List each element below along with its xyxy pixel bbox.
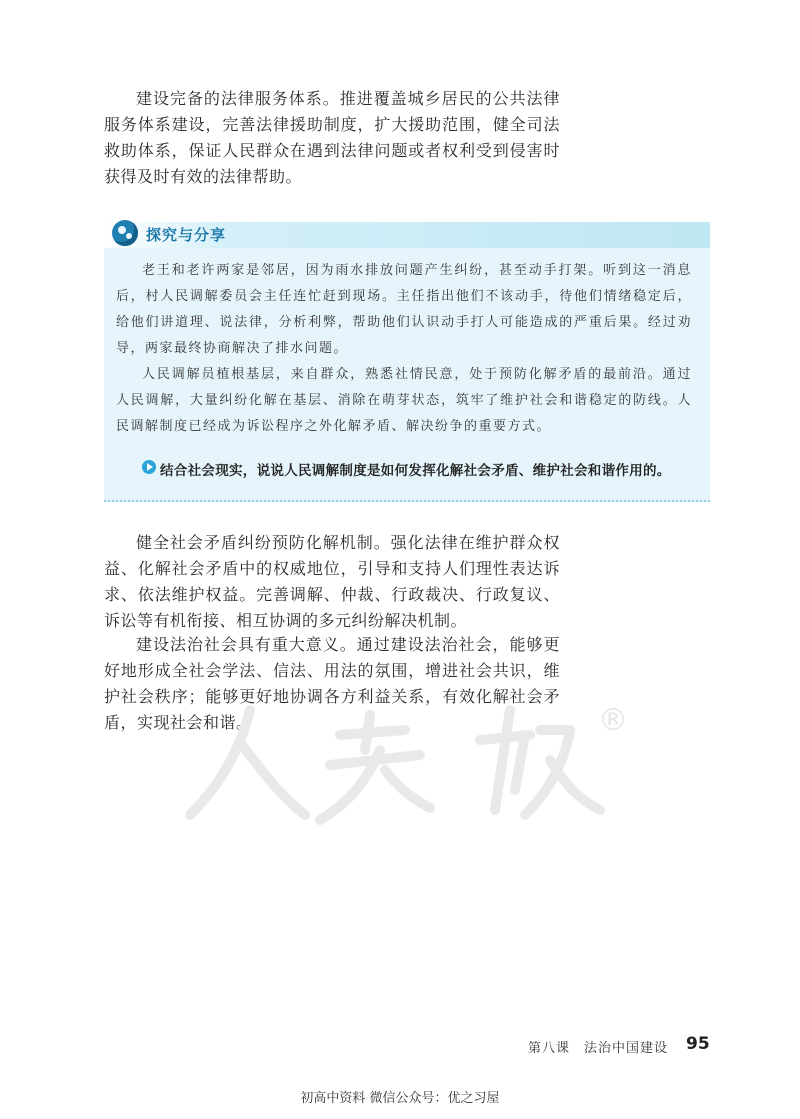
explore-share-title: 探究与分享 xyxy=(146,226,227,244)
footer-chapter-title: 第八课 法治中国建设 xyxy=(527,1041,668,1056)
play-bullet-icon xyxy=(142,460,156,474)
explore-case-2: 人民调解员植根基层，来自群众，熟悉社情民意，处于预防化解矛盾的最前沿。通过人民调解，大量纠纷化解在基层、消除在萌芽状态，筑牢了维护社会和谐稳定的防线。人民调解制度已经成为诉讼程序之外化解矛盾、解决纷争的重要方式。 xyxy=(116,367,692,434)
body-paragraph-3: 建设法治社会具有重大意义。通过建设法治社会，能够更好地形成全社会学法、信法、用法的氛围，增进社会共识，维护社会秩序；能够更好地协调各方利益关系，有效化解社会矛盾，实现社会和谐。 xyxy=(104,635,560,732)
explore-question: 结合社会现实，说说人民调解制度是如何发挥化解社会矛盾、维护社会和谐作用的。 xyxy=(160,463,671,479)
explore-case-1: 老王和老许两家是邻居，因为雨水排放问题产生纠纷，甚至动手打架。听到这一消息后，村人民调解委员会主任连忙赶到现场。主任指出他们不该动手，待他们情绪稳定后，给他们讲道理、说法律，分析利弊，帮助他们认识动手打人可能造成的严重后果。经过劝导，两家最终协商解决了排水问题。 xyxy=(116,263,692,356)
source-note: 初高中资料 微信公众号：优之习屋 xyxy=(300,1091,500,1106)
explore-share-header xyxy=(104,222,710,248)
explore-share-box xyxy=(104,222,710,502)
publisher-watermark xyxy=(180,690,628,830)
body-paragraph-2: 健全社会矛盾纠纷预防化解机制。强化法律在维护群众权益、化解社会矛盾中的权威地位，引导和支持人们理性表达诉求、依法维护权益。完善调解、仲裁、行政裁决、行政复议、诉讼等有机衔接、相互协调的多元纠纷解决机制。 xyxy=(104,533,560,630)
body-paragraph-1: 建设完备的法律服务体系。推进覆盖城乡居民的公共法律服务体系建设，完善法律援助制度，扩大援助范围，健全司法救助体系，保证人民群众在遇到法律问题或者权利受到侵害时获得及时有效的法律帮助。 xyxy=(104,89,560,186)
explore-share-icon xyxy=(112,220,138,246)
page-number: 95 xyxy=(686,1034,710,1054)
registered-mark: ® xyxy=(598,703,628,738)
